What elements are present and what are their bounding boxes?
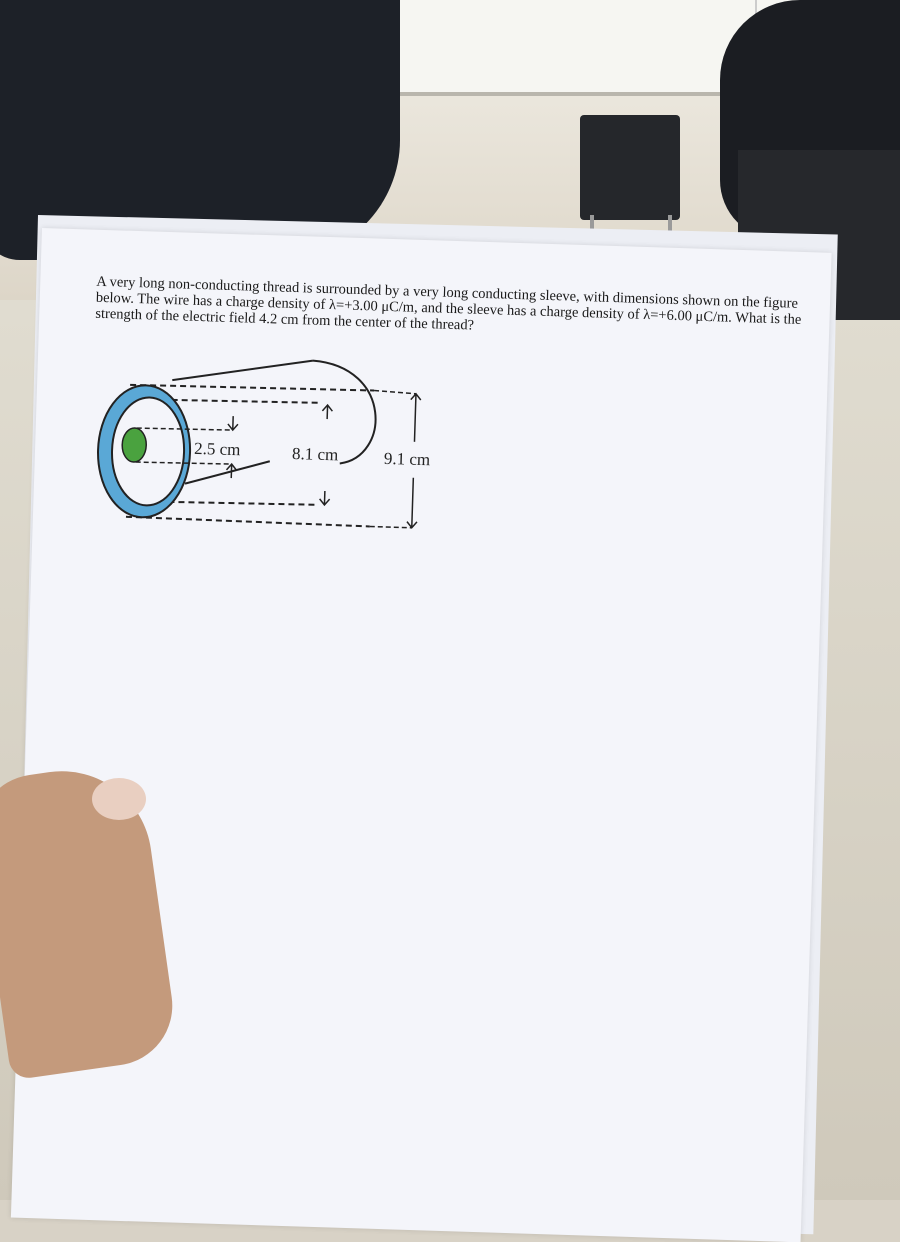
- sleeve-top-edge: [130, 383, 374, 393]
- thumbnail: [92, 778, 146, 820]
- dimension-arrow-down: [407, 478, 419, 528]
- sleeve-inner-diameter-label: 8.1 cm: [291, 443, 339, 465]
- dimension-arrow-down: [228, 416, 238, 430]
- cylinder-diagram: [87, 348, 553, 552]
- sleeve-outline: [172, 356, 313, 384]
- dimension-arrow-down: [319, 491, 329, 505]
- outer-top-dash: [374, 391, 416, 394]
- sleeve-outer-diameter-label: 9.1 cm: [383, 448, 431, 470]
- thread-core: [122, 428, 147, 463]
- problem-text: A very long non-conducting thread is surrounded by a very long conducting sleeve, with dimensions shown on the figure below. The wire has a charge density of λ=+3.00 μC/m, and the sleeve has a charge density of λ=+6.00 μC/m. What is the strength of the electric field 4.2 cm from the center of the thread?: [95, 273, 802, 334]
- dimension-arrow-up: [409, 394, 421, 442]
- sleeve-bottom-edge: [126, 517, 370, 527]
- worksheet: [11, 228, 832, 1242]
- chair: [580, 115, 680, 220]
- outer-bottom-dash: [370, 526, 412, 527]
- thread-diameter-label: 2.5 cm: [193, 438, 241, 460]
- dimension-arrow-up: [322, 405, 332, 419]
- inner-outline: [185, 459, 270, 487]
